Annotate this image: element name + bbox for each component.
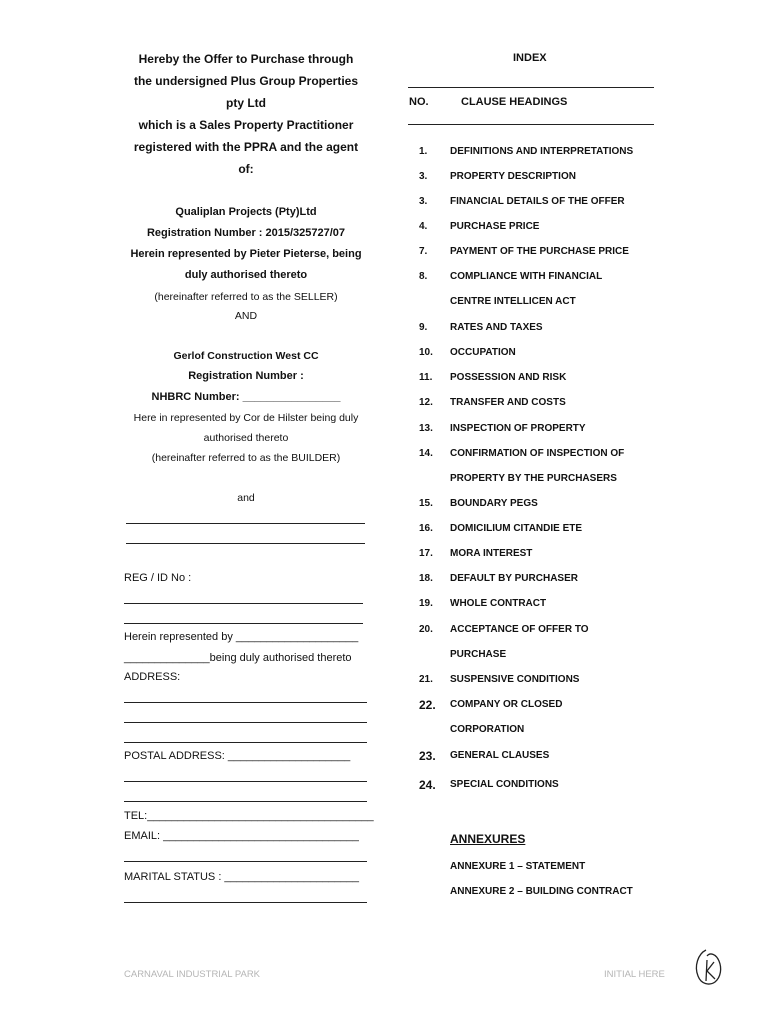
annexures-title: ANNEXURES — [450, 832, 526, 846]
clause-number: 19. — [419, 598, 433, 609]
index-col-no: NO. — [409, 96, 429, 108]
seller-company: Qualiplan Projects (Pty)Ltd — [175, 206, 317, 218]
annexure-item: ANNEXURE 2 – BUILDING CONTRACT — [450, 886, 633, 897]
clause-number: 22. — [419, 698, 436, 712]
clause-heading: MORA INTEREST — [450, 548, 533, 559]
clause-heading: DOMICILIUM CITANDIE ETE — [450, 523, 583, 534]
email-field[interactable]: EMAIL: ________________________________ — [124, 830, 359, 842]
clause-number: 8. — [419, 271, 428, 282]
clause-number: 23. — [419, 749, 436, 763]
clause-number: 13. — [419, 423, 433, 434]
intro-line-3: pty Ltd — [226, 96, 266, 110]
builder-referred: (hereinafter referred to as the BUILDER) — [151, 452, 341, 464]
clause-number: 16. — [419, 523, 433, 534]
clause-number: 21. — [419, 674, 433, 685]
clause-number: 10. — [419, 347, 433, 358]
address-line-1[interactable] — [124, 702, 367, 703]
intro-line-4: which is a Sales Property Practitioner — [138, 118, 354, 132]
intro-line-5: registered with the PPRA and the agent — [133, 140, 359, 154]
clause-number: 18. — [419, 573, 433, 584]
index-rule-top — [408, 87, 654, 88]
address-line-2[interactable] — [124, 722, 367, 723]
postal-line-1[interactable] — [124, 781, 367, 782]
address-line-3[interactable] — [124, 742, 367, 743]
tel-field[interactable]: TEL:_____________________________________ — [124, 810, 374, 822]
intro-line-6: of: — [238, 162, 254, 176]
seller-referred: (hereinafter referred to as the SELLER) — [154, 291, 338, 303]
builder-company: Gerlof Construction West CC — [173, 350, 319, 362]
clause-heading: POSSESSION AND RISK — [450, 372, 567, 383]
clause-number: 11. — [419, 372, 433, 383]
clause-heading: RATES AND TAXES — [450, 322, 543, 333]
clause-heading: FINANCIAL DETAILS OF THE OFFER — [450, 196, 625, 207]
seller-registration: Registration Number : 2015/325727/07 — [146, 227, 346, 239]
index-title: INDEX — [513, 52, 547, 64]
clause-heading: GENERAL CLAUSES — [450, 750, 550, 761]
purchaser-authorised[interactable]: ______________being duly authorised thereto — [124, 652, 352, 664]
intro-line-2: the undersigned Plus Group Properties — [133, 74, 359, 88]
clause-heading: SPECIAL CONDITIONS — [450, 779, 559, 790]
seller-represented-1: Herein represented by Pieter Pieterse, being — [130, 248, 362, 260]
marital-line-2[interactable] — [124, 902, 367, 903]
clause-number: 17. — [419, 548, 433, 559]
email-line-2[interactable] — [124, 861, 367, 862]
clause-number: 20. — [419, 624, 433, 635]
builder-represented-2: authorised thereto — [203, 432, 289, 444]
intro-line-1: Hereby the Offer to Purchase through — [138, 52, 354, 66]
clause-heading: PURCHASE — [450, 649, 507, 660]
clause-number: 4. — [419, 221, 428, 232]
reg-id-line-2[interactable] — [124, 623, 363, 624]
clause-number: 3. — [419, 196, 428, 207]
seller-and: AND — [234, 310, 258, 322]
clause-number: 3. — [419, 171, 428, 182]
clause-heading: CONFIRMATION OF INSPECTION OF — [450, 448, 625, 459]
clause-heading: CENTRE INTELLICEN ACT — [450, 296, 576, 307]
builder-nhbrc: NHBRC Number: ________________ — [151, 391, 341, 403]
clause-heading: INSPECTION OF PROPERTY — [450, 423, 586, 434]
purchaser-and: and — [237, 492, 255, 504]
clause-heading: WHOLE CONTRACT — [450, 598, 547, 609]
purchaser-represented[interactable]: Herein represented by ____________________ — [124, 631, 359, 643]
reg-id-label: REG / ID No : — [124, 572, 192, 584]
clause-number: 9. — [419, 322, 428, 333]
clause-heading: PAYMENT OF THE PURCHASE PRICE — [450, 246, 629, 257]
clause-heading: PROPERTY BY THE PURCHASERS — [450, 473, 617, 484]
clause-heading: SUSPENSIVE CONDITIONS — [450, 674, 580, 685]
clause-heading: PROPERTY DESCRIPTION — [450, 171, 576, 182]
clause-heading: CORPORATION — [450, 724, 525, 735]
clause-heading: COMPLIANCE WITH FINANCIAL — [450, 271, 603, 282]
postal-address-field[interactable]: POSTAL ADDRESS: ____________________ — [124, 750, 351, 762]
footer-right: INITIAL HERE — [604, 969, 665, 980]
clause-number: 24. — [419, 778, 436, 792]
clause-heading: TRANSFER AND COSTS — [450, 397, 566, 408]
initials-signature-icon — [692, 944, 726, 990]
builder-represented-1: Here in represented by Cor de Hilster being duly — [133, 412, 359, 424]
marital-status-field[interactable]: MARITAL STATUS : ______________________ — [124, 871, 360, 883]
annexure-item: ANNEXURE 1 – STATEMENT — [450, 861, 586, 872]
clause-heading: COMPANY OR CLOSED — [450, 699, 563, 710]
clause-number: 7. — [419, 246, 428, 257]
clause-number: 15. — [419, 498, 433, 509]
seller-represented-2: duly authorised thereto — [184, 269, 308, 281]
clause-heading: DEFAULT BY PURCHASER — [450, 573, 578, 584]
index-rule-bottom — [408, 124, 654, 125]
clause-number: 12. — [419, 397, 433, 408]
purchaser-name-line-1[interactable] — [126, 523, 365, 524]
purchaser-name-line-2[interactable] — [126, 543, 365, 544]
clause-heading: PURCHASE PRICE — [450, 221, 540, 232]
builder-registration: Registration Number : — [188, 370, 304, 382]
clause-heading: DEFINITIONS AND INTERPRETATIONS — [450, 146, 634, 157]
index-col-heading: CLAUSE HEADINGS — [461, 96, 568, 108]
clause-heading: ACCEPTANCE OF OFFER TO — [450, 624, 589, 635]
address-label: ADDRESS: — [124, 671, 181, 683]
clause-heading: BOUNDARY PEGS — [450, 498, 538, 509]
postal-line-2[interactable] — [124, 801, 367, 802]
clause-heading: OCCUPATION — [450, 347, 516, 358]
footer-left: CARNAVAL INDUSTRIAL PARK — [124, 969, 261, 980]
reg-id-line-1[interactable] — [124, 603, 363, 604]
clause-number: 14. — [419, 448, 433, 459]
clause-number: 1. — [419, 146, 428, 157]
